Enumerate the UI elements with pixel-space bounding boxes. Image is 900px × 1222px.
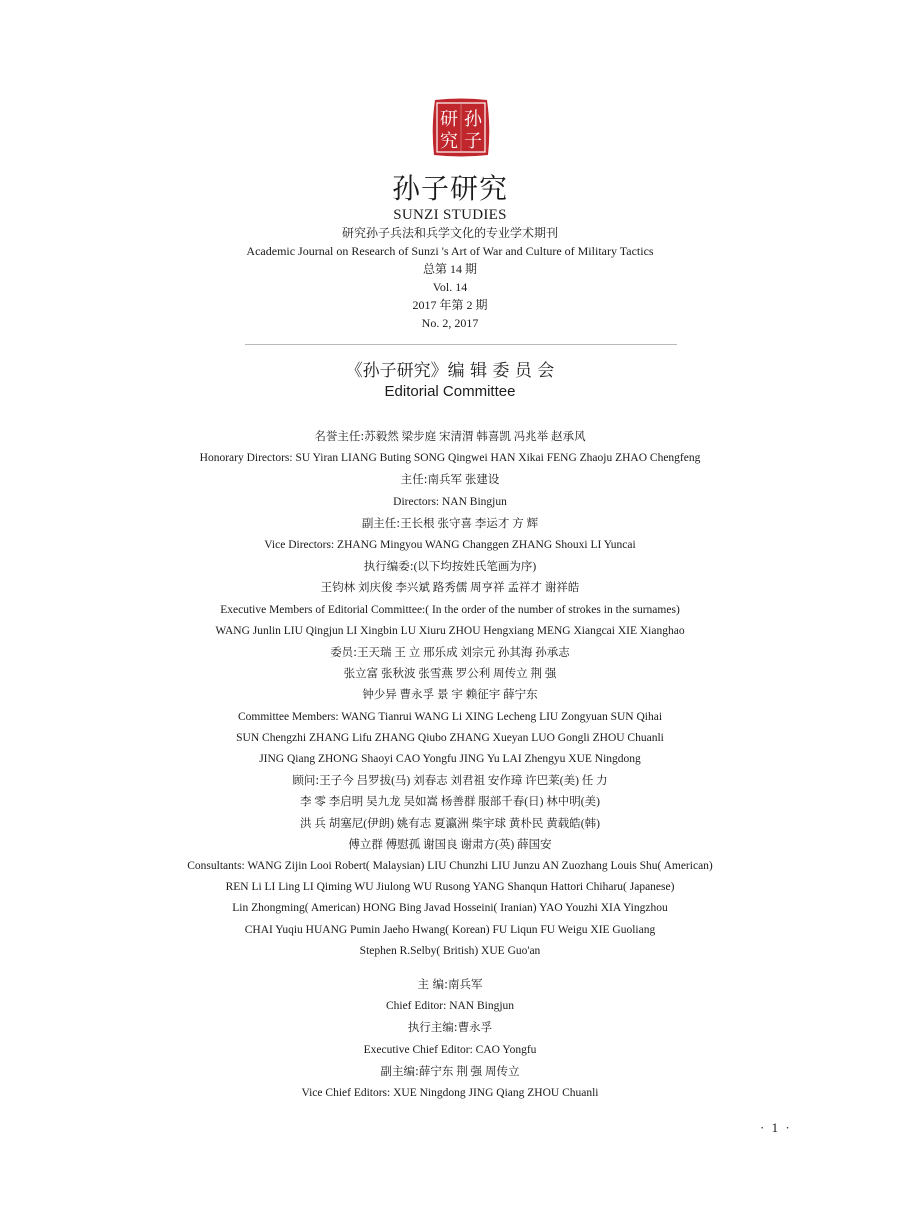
issue-total-cn: 总第 14 期 xyxy=(422,262,477,276)
committee-members-names-cn-2: 张立富 张秋波 张雪燕 罗公利 周传立 荆 强 xyxy=(343,668,557,681)
honorary-directors-cn xyxy=(0,426,900,448)
consultants-en-3: Lin Zhongming( American) HONG Bing Javad Hosseini( Iranian) YAO Youzhi XIA Yingzhou xyxy=(232,902,668,915)
consultants-en-2: REN Li LI Ling LI Qiming WU Jiulong WU Rusong YANG Shanqun Hattori Chiharu( Japanese) xyxy=(225,881,675,894)
svg-text:究: 究 xyxy=(440,131,458,152)
section-gap xyxy=(0,962,900,974)
committee-members-names-cn-1: 王天瑞 王 立 邢乐成 刘宗元 孙其海 孙承志 xyxy=(357,647,570,660)
honorary-label: 名誉主任: xyxy=(314,429,365,443)
executive-members-label: 执行编委: xyxy=(363,559,414,574)
consultants-en-1: Consultants: WANG Zijin Looi Robert( Malaysian) LIU Chunzhi LIU Junzu AN Zuozhang Louis Shu( American) xyxy=(187,860,713,873)
consultants-label: 顾问: xyxy=(292,773,320,788)
consultants-names-cn-2: 李 零 李启明 吴九龙 吴如嵩 杨善群 服部千春(日) 林中明(美) xyxy=(300,796,600,809)
svg-text:研: 研 xyxy=(440,109,458,130)
executive-chief-editor-cn xyxy=(0,1017,900,1039)
issue-cn: 2017 年第 2 期 xyxy=(412,298,488,312)
committee-heading-cn: 《孙子研究》编 辑 委 员 会 xyxy=(345,361,555,381)
executive-members-names-cn: 王钧林 刘庆俊 李兴斌 路秀儒 周亨祥 孟祥才 谢祥皓 xyxy=(320,582,580,595)
consultants-names-cn-4: 傅立群 傅慰孤 谢国良 谢肃方(英) 薛国安 xyxy=(348,838,552,851)
volume-en: Vol. 14 xyxy=(432,280,468,294)
committee-roster xyxy=(0,426,900,1104)
executive-chief-editor-label: 执行主编: xyxy=(407,1020,458,1035)
chief-editor-name-cn: 南兵军 xyxy=(448,979,483,992)
executive-chief-editor-name-cn: 曹永孚 xyxy=(457,1022,493,1035)
consultants-cn xyxy=(0,770,900,792)
masthead xyxy=(0,172,900,332)
vice-directors-en: Vice Directors: ZHANG Mingyou WANG Changgen ZHANG Shouxi LI Yuncai xyxy=(264,539,636,552)
vice-chief-editors-cn xyxy=(0,1061,900,1083)
executive-members-note: (以下均按姓氏笔画为序) xyxy=(413,561,537,574)
vice-chief-editors-en: Vice Chief Editors: XUE Ningdong JING Qiang ZHOU Chuanli xyxy=(301,1087,599,1100)
committee-members-label: 委员: xyxy=(330,645,358,660)
directors-label: 主任: xyxy=(400,472,428,487)
page-number: · 1 · xyxy=(760,1120,792,1135)
committee-members-en-1: Committee Members: WANG Tianrui WANG Li XING Lecheng LIU Zongyuan SUN Qihai xyxy=(237,710,663,723)
journal-seal-logo xyxy=(430,97,492,159)
executive-chief-editor-en: Executive Chief Editor: CAO Yongfu xyxy=(363,1043,537,1056)
journal-title-en: SUNZI STUDIES xyxy=(393,207,507,223)
committee-heading xyxy=(0,360,900,402)
journal-title-cn: 孙子研究 xyxy=(391,172,508,205)
committee-members-en-3: JING Qiang ZHONG Shaoyi CAO Yongfu JING Yu LAI Zhengyu XUE Ningdong xyxy=(259,753,641,766)
vice-directors-label: 副主任: xyxy=(361,515,401,530)
issue-en: No. 2, 2017 xyxy=(421,316,479,330)
consultants-en-5: Stephen R.Selby( British) XUE Guo'an xyxy=(359,944,541,957)
vice-directors-cn xyxy=(0,513,900,535)
committee-heading-en: Editorial Committee xyxy=(384,383,516,400)
chief-editor-label: 主 编: xyxy=(417,977,449,992)
chief-editor-cn xyxy=(0,974,900,996)
honorary-directors-en: Honorary Directors: SU Yiran LIANG Buting SONG Qingwei HAN Xikai FENG Zhaoju ZHAO Chengfeng xyxy=(199,452,701,465)
vice-directors-names-cn: 王长根 张守喜 李运才 方 辉 xyxy=(400,517,539,530)
svg-text:孙: 孙 xyxy=(464,109,482,130)
honorary-names-cn: 苏毅然 梁步庭 宋清渭 韩喜凯 冯兆举 赵承风 xyxy=(364,431,586,443)
journal-subtitle-cn: 研究孙子兵法和兵学文化的专业学术期刊 xyxy=(341,226,558,240)
committee-members-names-cn-3: 钟少异 曹永孚 景 宇 赖征宇 薛宁东 xyxy=(362,689,538,702)
directors-en: Directors: NAN Bingjun xyxy=(393,495,507,508)
committee-members-cn xyxy=(0,642,900,664)
divider-rule xyxy=(245,344,677,345)
consultants-names-cn-1: 王子今 吕罗拔(马) 刘春志 刘君祖 安作璋 许巴莱(美) 任 力 xyxy=(319,775,608,788)
executive-members-en-names: WANG Junlin LIU Qingjun LI Xingbin LU Xiuru ZHOU Hengxiang MENG Xiangcai XIE Xianghao xyxy=(215,624,685,637)
seal-icon xyxy=(430,97,492,159)
consultants-names-cn-3: 洪 兵 胡塞尼(伊朗) 姚有志 夏瀛洲 柴宇球 黄朴民 黄载皓(韩) xyxy=(300,817,600,830)
directors-cn xyxy=(0,469,900,491)
executive-members-cn xyxy=(0,556,900,578)
svg-text:子: 子 xyxy=(464,131,482,152)
chief-editor-en: Chief Editor: NAN Bingjun xyxy=(385,1000,515,1013)
vice-chief-editors-label: 副主编: xyxy=(380,1063,419,1078)
journal-subtitle-en: Academic Journal on Research of Sunzi 's Art of War and Culture of Military Tactics xyxy=(246,244,654,258)
vice-chief-editors-names-cn: 薛宁东 荆 强 周传立 xyxy=(418,1065,520,1078)
consultants-en-4: CHAI Yuqiu HUANG Pumin Jaeho Hwang( Korean) FU Liqun FU Weigu XIE Guoliang xyxy=(244,923,656,936)
executive-members-en-heading: Executive Members of Editorial Committee:( In the order of the number of strokes in the surnames) xyxy=(220,603,680,616)
committee-members-en-2: SUN Chengzhi ZHANG Lifu ZHANG Qiubo ZHANG Xueyan LUO Gongli ZHOU Chuanli xyxy=(236,731,664,744)
directors-names-cn: 南兵军 张建设 xyxy=(427,474,500,487)
